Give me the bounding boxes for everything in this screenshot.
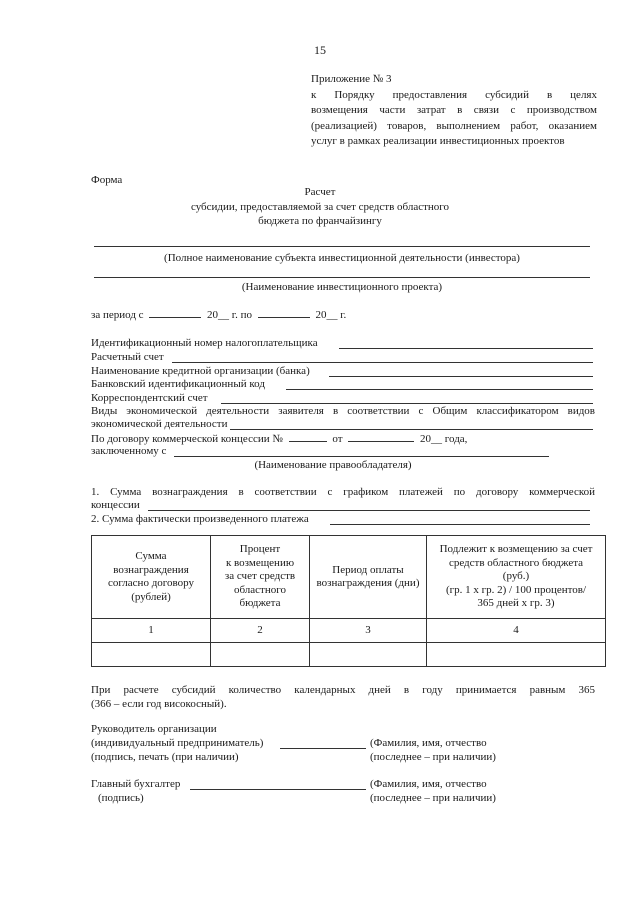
doc-title: Расчет xyxy=(304,186,336,198)
concluded-label: заключенному с xyxy=(91,445,167,457)
note-line1: При расчете субсидий количество календарных дней в году принимается равным 365 xyxy=(91,684,595,696)
rightholder-caption: (Наименование правообладателя) xyxy=(254,459,412,471)
head-patronymic: (последнее – при наличии) xyxy=(370,751,496,763)
account-label: Расчетный счет xyxy=(91,351,164,363)
project-caption: (Наименование инвестиционного проекта) xyxy=(241,281,443,293)
period-year2: 20__ г. xyxy=(315,309,347,321)
header-text: средств областного бюджета xyxy=(448,556,584,569)
head-fio: (Фамилия, имя, отчество xyxy=(370,737,487,749)
appendix-line: услуг в рамках реализации инвестиционных проектов xyxy=(311,135,565,147)
contract-prefix: По договору коммерческой концессии № xyxy=(91,433,283,445)
corr-label: Корреспондентский счет xyxy=(91,392,208,404)
rightholder-field[interactable] xyxy=(174,456,549,457)
account-field[interactable] xyxy=(172,362,593,363)
activity-label xyxy=(91,405,595,417)
header-cell-percent xyxy=(211,536,310,619)
activity-line1: Виды экономической деятельности заявителя в соответствии с Общим классификатором видов xyxy=(91,405,595,417)
header-cell-period xyxy=(310,536,427,619)
bik-label: Банковский идентификационный код xyxy=(91,378,265,390)
appendix-line: (реализацией) товаров, выполнением работ, оказанием xyxy=(311,119,597,132)
accountant-sign-caption: (подпись) xyxy=(98,792,144,804)
contract-number-field[interactable] xyxy=(289,432,327,442)
note xyxy=(91,684,595,696)
period-row xyxy=(91,308,346,321)
appendix-block xyxy=(311,72,597,150)
item2-label: 2. Сумма фактически произведенного платежа xyxy=(91,513,309,525)
accountant-label: Главный бухгалтер xyxy=(91,778,181,790)
head-sign-caption: (подпись, печать (при наличии) xyxy=(91,751,239,763)
calculation-table xyxy=(91,535,606,667)
note-line2: (366 – если год високосный). xyxy=(91,698,227,710)
project-name-line[interactable] xyxy=(94,277,590,278)
doc-subtitle: бюджета по франчайзингу xyxy=(258,215,382,227)
accountant-fio: (Фамилия, имя, отчество xyxy=(370,778,487,790)
header-text: согласно договору xyxy=(107,577,195,589)
item1-line2: концессии xyxy=(91,499,140,511)
corr-field[interactable] xyxy=(221,403,593,404)
activity-line2: экономической деятельности xyxy=(91,418,228,430)
bik-field[interactable] xyxy=(286,389,593,390)
table-number-row xyxy=(92,619,606,643)
table-header-row xyxy=(92,536,606,619)
inn-field[interactable] xyxy=(339,348,593,349)
item2-field[interactable] xyxy=(330,524,590,525)
period-prefix: за период с xyxy=(91,309,144,321)
head-label-ip: (индивидуальный предприниматель) xyxy=(91,737,264,749)
header-text: к возмещению xyxy=(225,556,295,569)
item1-line1: 1. Сумма вознаграждения в соответствии с графиком платежей по договору коммерческой xyxy=(91,486,595,498)
head-label: Руководитель организации xyxy=(91,723,217,735)
appendix-line: к Порядку предоставления субсидий в целях xyxy=(311,88,597,101)
accountant-signature-field[interactable] xyxy=(190,789,366,790)
appendix-line: возмещения части затрат в связи с производством xyxy=(311,104,597,116)
contract-row xyxy=(91,432,467,445)
header-cell-amount xyxy=(92,536,211,619)
activity-field[interactable] xyxy=(230,429,593,430)
column-number: 2 xyxy=(211,619,310,643)
item1 xyxy=(91,486,595,498)
inn-label: Идентификационный номер налогоплательщика xyxy=(91,337,318,349)
column-number: 1 xyxy=(92,619,211,643)
header-text: Подлежит к возмещению за счет xyxy=(439,543,593,556)
table-cell[interactable] xyxy=(427,643,606,667)
table-cell[interactable] xyxy=(310,643,427,667)
header-cell-reimbursement xyxy=(427,536,606,619)
investor-name-line[interactable] xyxy=(94,246,590,247)
appendix-heading: Приложение № 3 xyxy=(311,73,392,85)
page-number: 15 xyxy=(314,43,326,57)
header-text: Процент xyxy=(239,543,281,556)
table-cell[interactable] xyxy=(92,643,211,667)
header-text: Период оплаты xyxy=(332,563,404,576)
accountant-patronymic: (последнее – при наличии) xyxy=(370,792,496,804)
contract-from: от xyxy=(332,433,343,445)
item1-field[interactable] xyxy=(148,510,590,511)
period-year1: 20__ г. по xyxy=(207,309,252,321)
table-data-row xyxy=(92,643,606,667)
period-start-field[interactable] xyxy=(149,308,201,318)
column-number: 3 xyxy=(310,619,427,643)
header-text: (руб.) xyxy=(502,570,530,583)
contract-year: 20__ года, xyxy=(420,433,468,445)
header-text: областного xyxy=(233,583,286,596)
form-label: Форма xyxy=(91,174,123,186)
contract-date-field[interactable] xyxy=(348,432,414,442)
header-text: бюджета xyxy=(239,597,281,610)
head-signature-field[interactable] xyxy=(280,748,366,749)
doc-subtitle: субсидии, предоставляемой за счет средств областного xyxy=(190,201,450,213)
header-text: вознаграждения (дни) xyxy=(316,577,420,589)
header-text: (рублей) xyxy=(131,590,171,603)
header-text: (гр. 1 х гр. 2) / 100 процентов/ xyxy=(445,583,587,596)
investor-caption: (Полное наименование субъекта инвестиционной деятельности (инвестора) xyxy=(164,252,520,264)
header-text: за счет средств xyxy=(224,570,296,583)
bank-label: Наименование кредитной организации (банка) xyxy=(91,365,310,377)
column-number: 4 xyxy=(427,619,606,643)
table-cell[interactable] xyxy=(211,643,310,667)
period-end-field[interactable] xyxy=(258,308,310,318)
header-text: Сумма xyxy=(135,550,167,562)
header-text: вознаграждения xyxy=(113,563,189,576)
header-text: 365 дней х гр. 3) xyxy=(477,597,555,610)
bank-field[interactable] xyxy=(329,376,593,377)
